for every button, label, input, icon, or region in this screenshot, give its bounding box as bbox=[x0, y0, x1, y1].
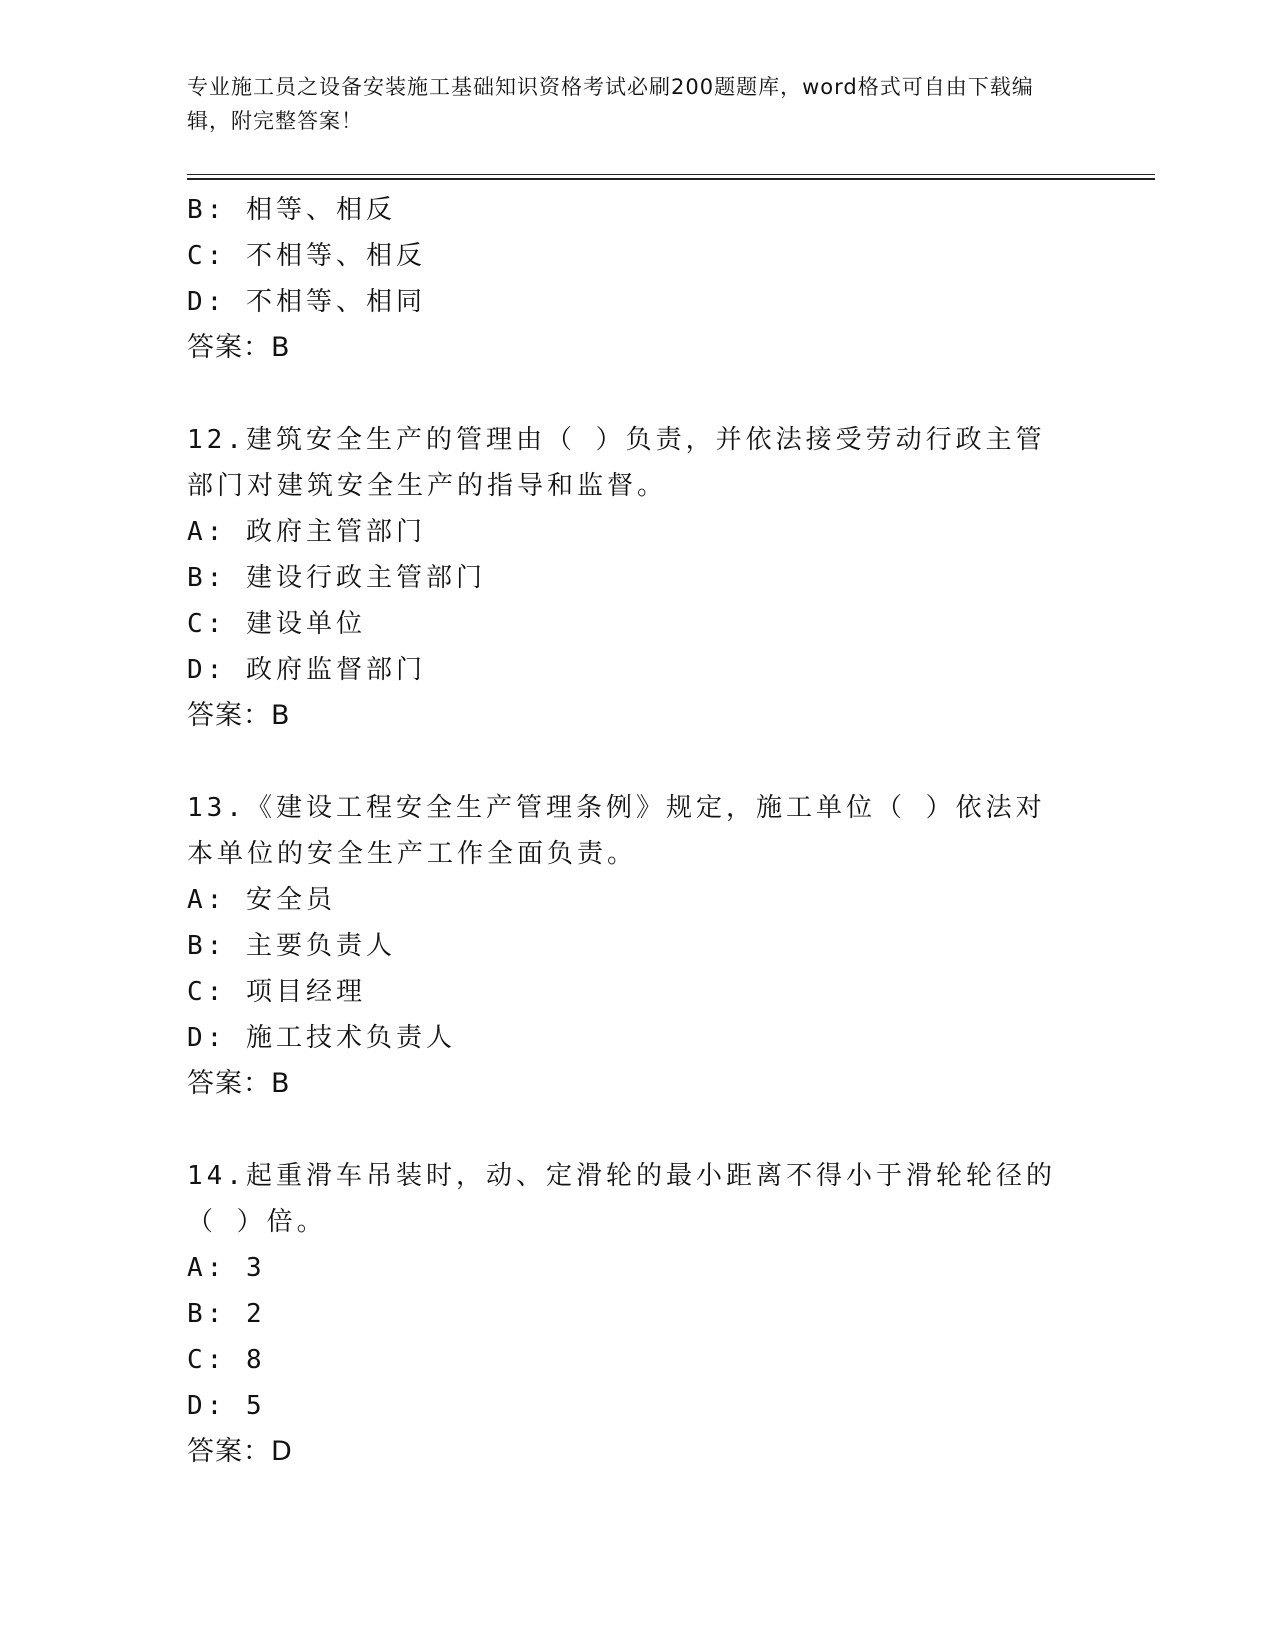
answer-line: 答案：B bbox=[187, 700, 291, 731]
option-d: D: 政府监督部门 bbox=[187, 655, 426, 685]
document-header: 专业施工员之设备安装施工基础知识资格考试必刷200题题库，word格式可自由下载编辑，附完整答案！ bbox=[187, 75, 1034, 133]
option-c: C: 建设单位 bbox=[187, 609, 366, 639]
header-divider-thin bbox=[187, 174, 1155, 175]
question-12 bbox=[187, 417, 1067, 739]
answer-line: 答案：B bbox=[187, 1068, 291, 1099]
option-d: D: 施工技术负责人 bbox=[187, 1023, 456, 1053]
spacer bbox=[187, 371, 1067, 417]
option-a: A: 安全员 bbox=[187, 885, 336, 915]
header-divider-thick bbox=[187, 178, 1155, 180]
question-14 bbox=[187, 1153, 1067, 1475]
option-b: B: 建设行政主管部门 bbox=[187, 563, 486, 593]
option-c: C: 不相等、相反 bbox=[187, 241, 426, 271]
question-stem: 12.建筑安全生产的管理由（ ）负责，并依法接受劳动行政主管部门对建筑安全生产的指导和监督。 bbox=[187, 425, 1046, 501]
option-a: A: 政府主管部门 bbox=[187, 517, 426, 547]
option-c: C: 项目经理 bbox=[187, 977, 366, 1007]
question-stem: 14.起重滑车吊装时，动、定滑轮的最小距离不得小于滑轮轮径的（ ）倍。 bbox=[187, 1161, 1056, 1237]
option-a: A: 3 bbox=[187, 1253, 266, 1283]
continued-question bbox=[187, 187, 1067, 371]
option-b: B: 2 bbox=[187, 1299, 266, 1329]
question-content bbox=[187, 187, 1067, 1475]
option-c: C: 8 bbox=[187, 1345, 266, 1375]
question-stem: 13.《建设工程安全生产管理条例》规定，施工单位（ ）依法对本单位的安全生产工作全面负责。 bbox=[187, 793, 1046, 869]
spacer bbox=[187, 739, 1067, 785]
option-b: B: 相等、相反 bbox=[187, 195, 396, 225]
spacer bbox=[187, 1107, 1067, 1153]
option-d: D: 不相等、相同 bbox=[187, 287, 426, 317]
question-13 bbox=[187, 785, 1067, 1107]
option-d: D: 5 bbox=[187, 1391, 266, 1421]
option-b: B: 主要负责人 bbox=[187, 931, 396, 961]
answer-line: 答案：B bbox=[187, 332, 291, 363]
answer-line: 答案：D bbox=[187, 1436, 293, 1467]
